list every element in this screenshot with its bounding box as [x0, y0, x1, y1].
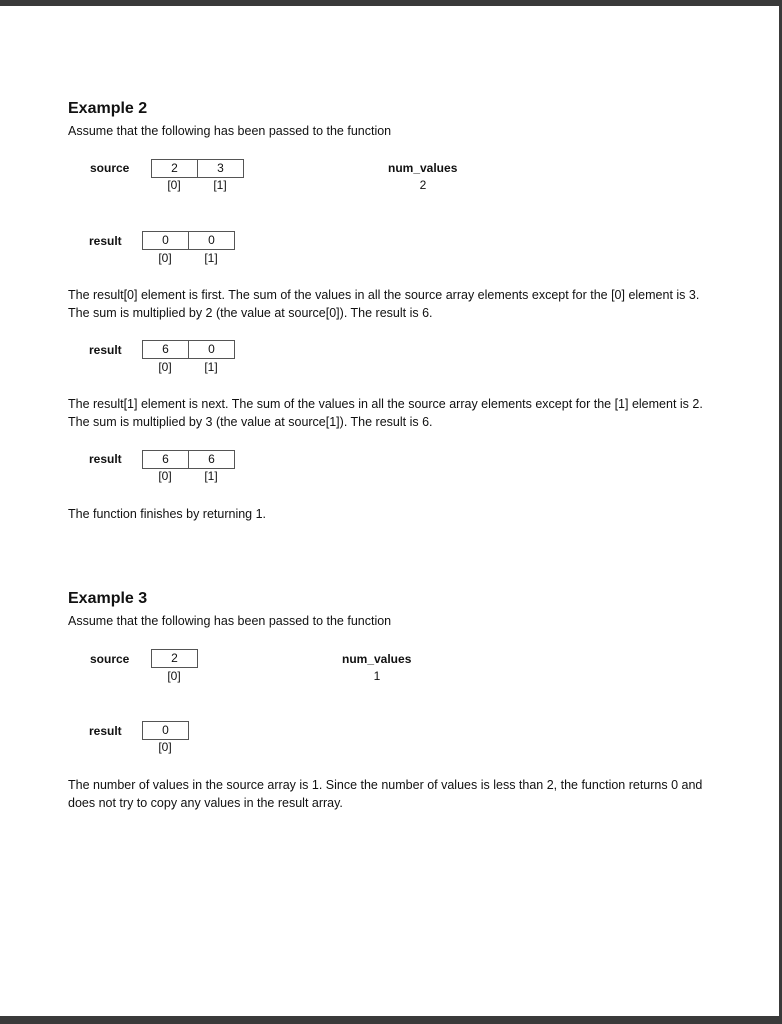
explanation-paragraph-1: The result[0] element is first. The sum of the values in all the source array elements except for the [0] element is 3. The sum is multiplied by 2 (the value at source[0]). The result is 6. — [68, 288, 700, 320]
source-cell-1: 3 — [198, 159, 244, 178]
result-index-0: [0] — [158, 251, 172, 265]
result-index-1: [1] — [204, 469, 218, 483]
result-index-0: [0] — [158, 740, 172, 754]
result-cell-0: 0 — [142, 721, 189, 740]
result-cell-0: 6 — [142, 340, 189, 359]
result-cell-1: 0 — [189, 231, 235, 250]
result-array — [142, 231, 235, 249]
num-values-value: 1 — [373, 669, 381, 683]
result-array — [142, 721, 189, 739]
source-index-0: [0] — [167, 178, 181, 192]
example-2-intro: Assume that the following has been passed to the function — [68, 124, 392, 138]
result-label: result — [89, 724, 122, 738]
result-cell-0: 6 — [142, 450, 189, 469]
example-2-heading: Example 2 — [68, 100, 148, 117]
source-cell-0: 2 — [151, 649, 198, 668]
result-label: result — [89, 452, 122, 466]
source-index-1: [1] — [213, 178, 227, 192]
source-cell-0: 2 — [151, 159, 198, 178]
example-3-intro: Assume that the following has been passed to the function — [68, 614, 392, 628]
document-page — [0, 6, 779, 1016]
result-cell-1: 0 — [189, 340, 235, 359]
result-index-1: [1] — [204, 360, 218, 374]
example-3-heading: Example 3 — [68, 590, 148, 607]
closing-text: The number of values in the source array is 1. Since the number of values is less than 2, the function returns 0 and does not try to copy any values in the result array. — [68, 778, 703, 810]
num-values-label: num_values — [388, 161, 458, 175]
result-array-step-1 — [142, 340, 235, 358]
num-values-value: 2 — [419, 178, 427, 192]
result-index-0: [0] — [158, 469, 172, 483]
source-label: source — [90, 161, 130, 175]
result-cell-0: 0 — [142, 231, 189, 250]
result-label: result — [89, 343, 122, 357]
result-label: result — [89, 234, 122, 248]
result-cell-1: 6 — [189, 450, 235, 469]
source-label: source — [90, 652, 130, 666]
source-array — [151, 159, 244, 177]
result-array-step-2 — [142, 450, 235, 468]
source-index-0: [0] — [167, 669, 181, 683]
explanation-paragraph-2: The result[1] element is next. The sum of the values in all the source array elements except for the [1] element is 2. The sum is multiplied by 3 (the value at source[1]). The result is 6. — [68, 397, 703, 429]
source-array — [151, 649, 198, 667]
result-index-0: [0] — [158, 360, 172, 374]
result-index-1: [1] — [204, 251, 218, 265]
num-values-label: num_values — [342, 652, 412, 666]
closing-text: The function finishes by returning 1. — [68, 507, 267, 521]
